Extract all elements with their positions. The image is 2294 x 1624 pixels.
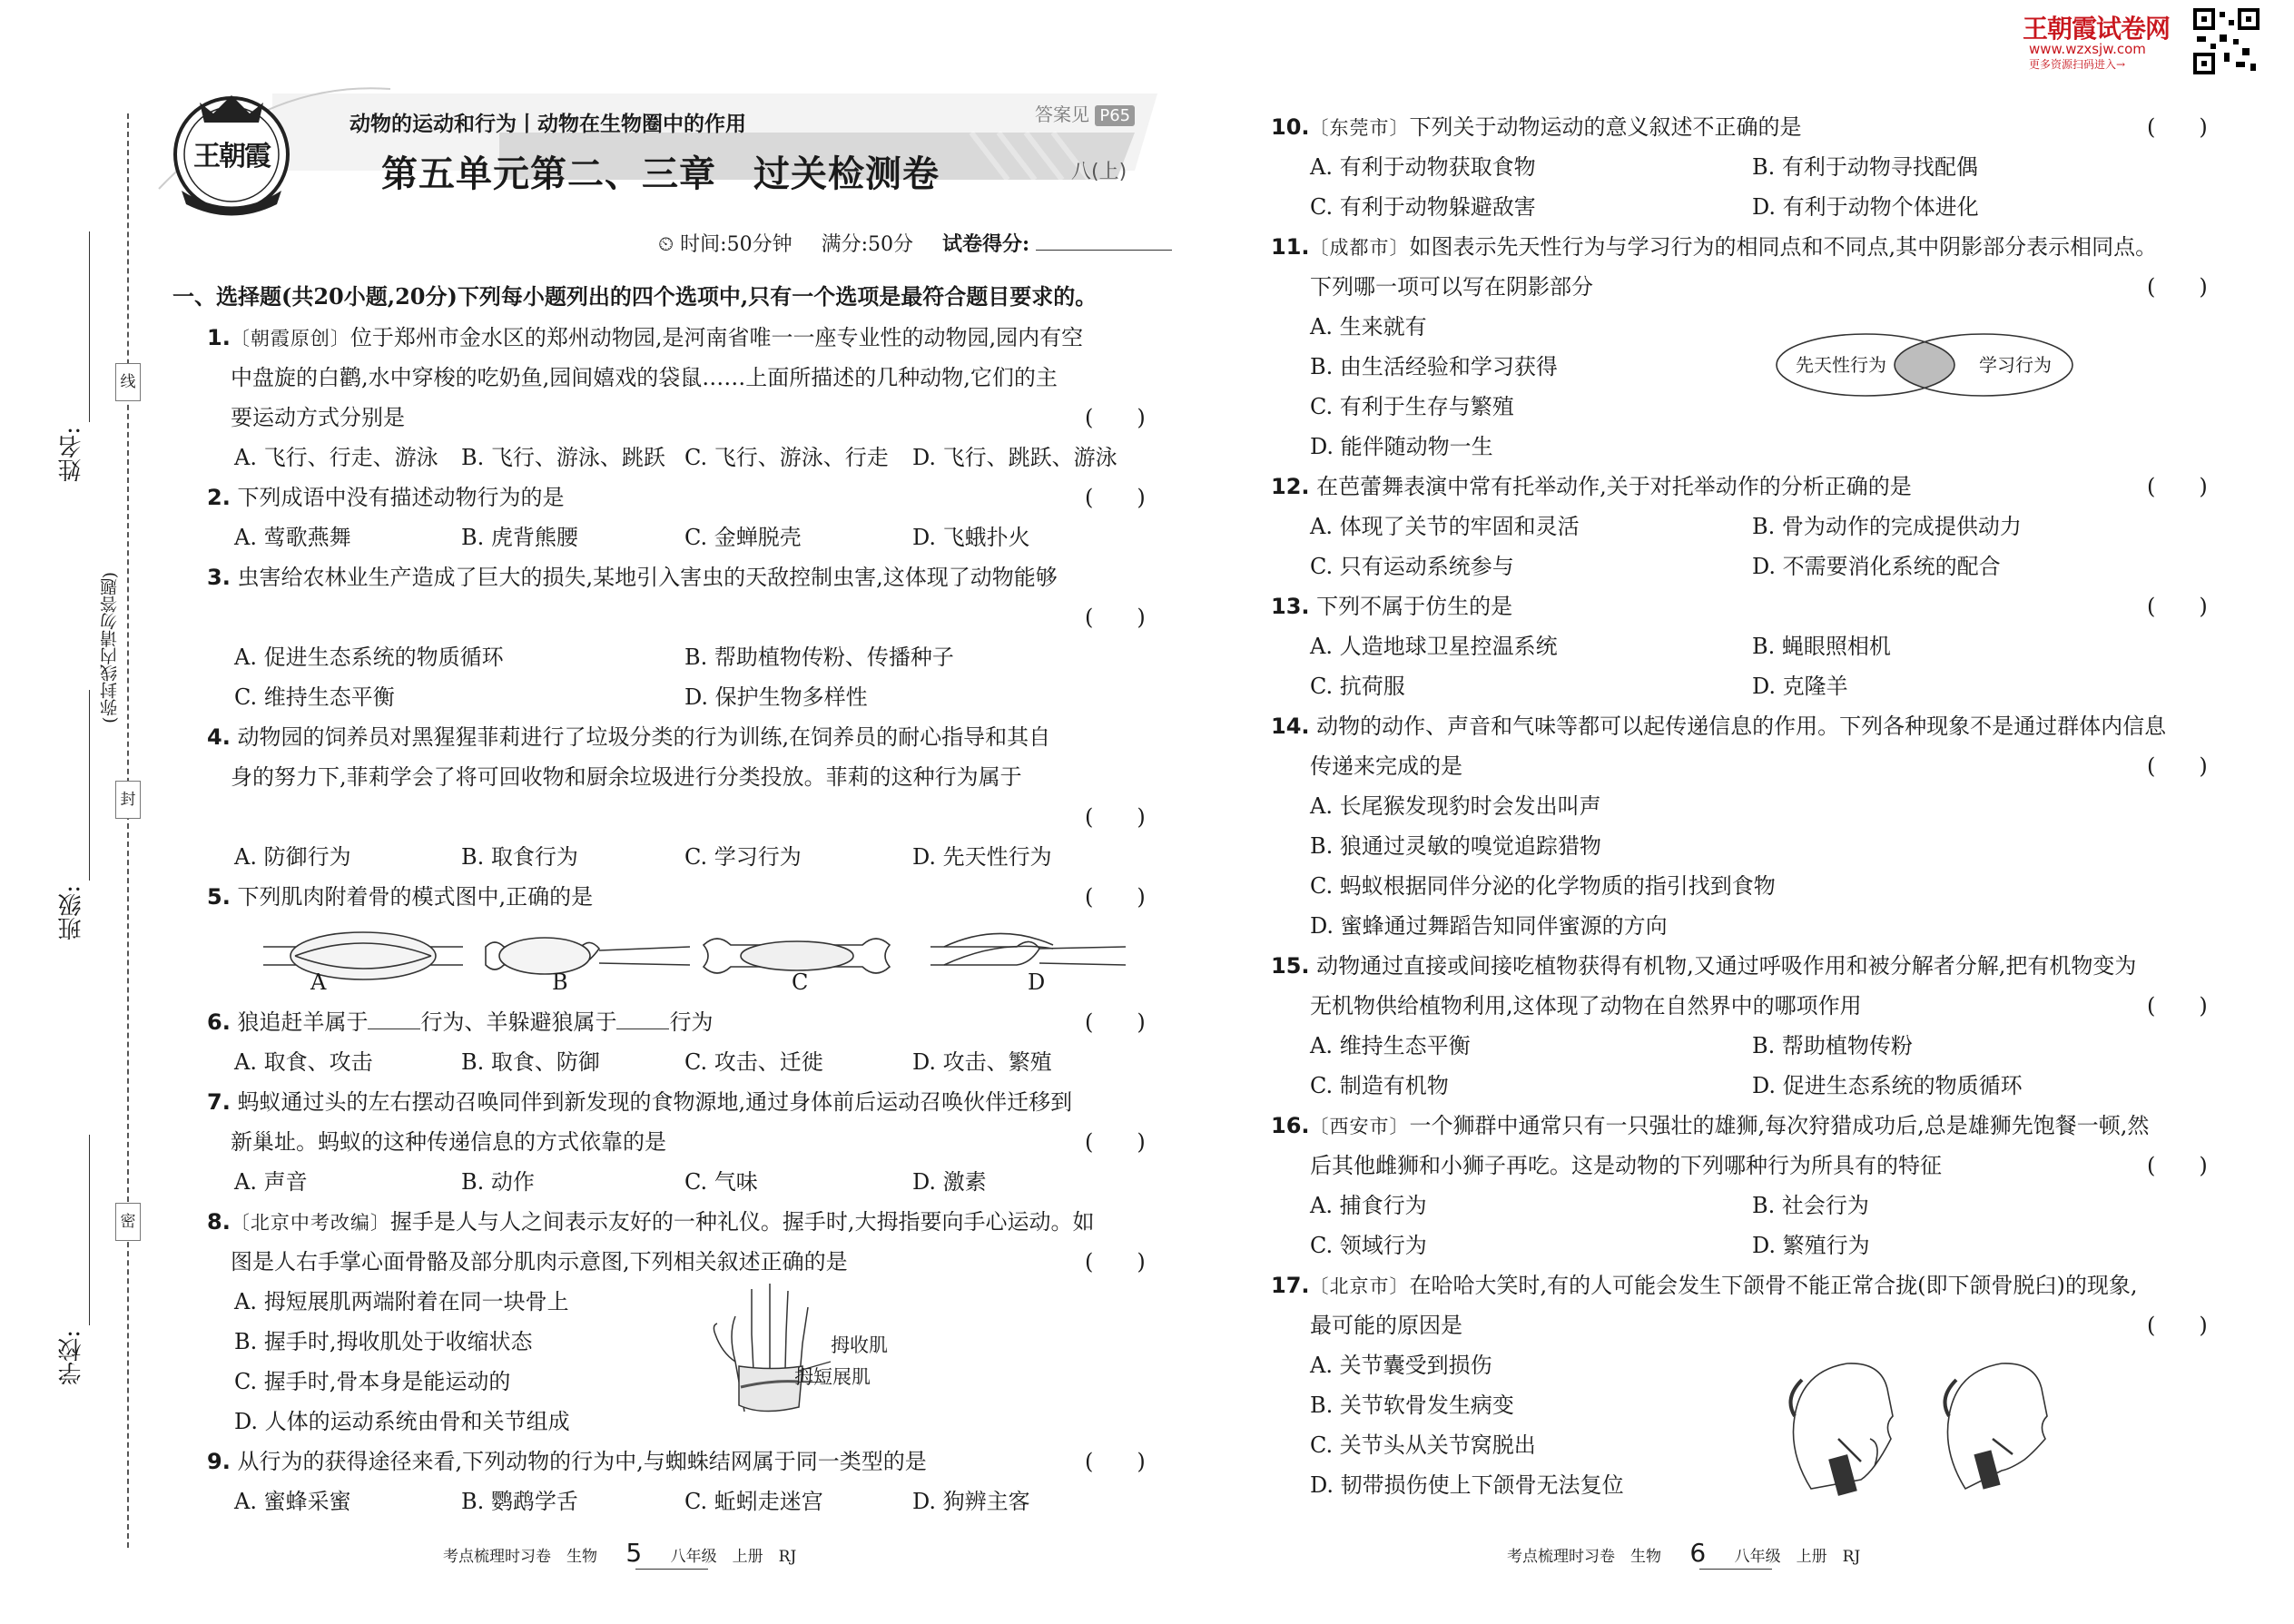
jaw-dislocation-figure — [1775, 1353, 2074, 1498]
figure-label-b: B — [552, 969, 568, 995]
question-16: 16.〔西安市〕一个狮群中通常只有一只强壮的雄狮,每次狩猎成功后,总是雄狮先饱餐一顿,然 — [1271, 1113, 2150, 1138]
option-8b[interactable]: B. 握手时,拇收肌处于收缩状态 — [234, 1329, 533, 1354]
grade-tag: 八(上) — [1071, 161, 1127, 183]
answer-blank-12[interactable]: ( ) — [2147, 474, 2208, 499]
footer-left: 考点梳理时习卷 生物 5 八年级 上册 RJ — [443, 1538, 797, 1568]
figure-label-a: A — [310, 969, 327, 995]
option-2c[interactable]: C. 金蝉脱壳 — [684, 525, 802, 550]
option-2b[interactable]: B. 虎背熊腰 — [461, 525, 578, 550]
brand-scan-hint: 更多资源扫码进入→ — [2029, 58, 2126, 71]
question-16-source: 〔西安市〕 — [1309, 1116, 1410, 1137]
qr-code-icon — [2192, 7, 2260, 75]
seal-mark-seal: 封 — [115, 781, 141, 819]
option-3d[interactable]: D. 保护生物多样性 — [684, 684, 868, 710]
name-field-line[interactable] — [89, 231, 90, 422]
option-10d[interactable]: D. 有利于动物个体进化 — [1752, 194, 1979, 220]
brand-logo — [163, 86, 300, 222]
option-8d[interactable]: D. 人体的运动系统由骨和关节组成 — [234, 1409, 570, 1434]
figure-a — [263, 932, 463, 979]
question-8: 8.〔北京中考改编〕握手是人与人之间表示友好的一种礼仪。握手时,大拇指要向手心运动。如 — [207, 1209, 1095, 1235]
option-2a[interactable]: A. 莺歌燕舞 — [234, 525, 351, 550]
option-13b[interactable]: B. 蝇眼照相机 — [1752, 634, 1891, 659]
option-6b[interactable]: B. 取食、防御 — [461, 1049, 600, 1075]
option-17d[interactable]: D. 韧带损伤使上下颌骨无法复位 — [1310, 1472, 1624, 1498]
option-15a[interactable]: A. 维持生态平衡 — [1310, 1033, 1471, 1058]
option-4b[interactable]: B. 取食行为 — [461, 844, 578, 870]
option-10a[interactable]: A. 有利于动物获取食物 — [1310, 154, 1536, 180]
option-14c[interactable]: C. 蚂蚁根据同伴分泌的化学物质的指引找到食物 — [1310, 873, 1776, 899]
answer-blank-5[interactable]: ( ) — [1085, 884, 1146, 910]
question-16-line2: 后其他雌狮和小狮子再吃。这是动物的下列哪种行为所具有的特征 — [1310, 1153, 1942, 1178]
option-11a[interactable]: A. 生来就有 — [1310, 314, 1427, 340]
option-12c[interactable]: C. 只有运动系统参与 — [1310, 554, 1514, 579]
header-subtitle: 动物的运动和行为丨动物在生物圈中的作用 — [350, 113, 746, 136]
exam-time: 时间:50分钟 — [680, 233, 793, 256]
name-label: 姓名: — [58, 427, 85, 482]
brand-logo-text: 王朝霞 — [193, 141, 270, 172]
option-4a[interactable]: A. 防御行为 — [234, 844, 351, 870]
answer-blank-3[interactable]: ( ) — [1085, 605, 1146, 630]
school-field-line[interactable] — [89, 1135, 90, 1325]
answer-blank-8[interactable]: ( ) — [1085, 1249, 1146, 1275]
binding-line — [127, 113, 129, 1548]
option-16d[interactable]: D. 繁殖行为 — [1752, 1233, 1870, 1258]
option-14b[interactable]: B. 狼通过灵敏的嗅觉追踪猎物 — [1310, 833, 1601, 859]
option-11b[interactable]: B. 由生活经验和学习获得 — [1310, 354, 1558, 379]
brand-site-url: www.wzxsjw.com — [2029, 41, 2146, 57]
answer-blank-7[interactable]: ( ) — [1085, 1129, 1146, 1155]
option-16a[interactable]: A. 捕食行为 — [1310, 1193, 1427, 1218]
question-7-line2: 新巢址。蚂蚁的这种传递信息的方式依靠的是 — [231, 1129, 666, 1155]
option-12a[interactable]: A. 体现了关节的牢固和灵活 — [1310, 514, 1580, 539]
option-4d[interactable]: D. 先天性行为 — [912, 844, 1052, 870]
question-9: 9. 从行为的获得途径来看,下列动物的行为中,与蜘蛛结网属于同一类型的是 — [207, 1449, 927, 1474]
option-3c[interactable]: C. 维持生态平衡 — [234, 684, 395, 710]
option-1b[interactable]: B. 飞行、游泳、跳跃 — [461, 445, 665, 470]
option-7d[interactable]: D. 激素 — [912, 1169, 987, 1195]
option-3b[interactable]: B. 帮助植物传粉、传播种子 — [684, 645, 954, 670]
option-13a[interactable]: A. 人造地球卫星控温系统 — [1310, 634, 1558, 659]
figure-label-d: D — [1028, 969, 1046, 995]
seal-mark-line: 线 — [115, 363, 141, 401]
question-11-source: 〔成都市〕 — [1309, 237, 1410, 259]
answer-blank-10[interactable]: ( ) — [2147, 114, 2208, 140]
question-11: 11.〔成都市〕如图表示先天性行为与学习行为的相同点和不同点,其中阴影部分表示相同点。 — [1271, 234, 2158, 260]
question-8-line2: 图是人右手掌心面骨骼及部分肌肉示意图,下列相关叙述正确的是 — [231, 1249, 848, 1275]
option-14a[interactable]: A. 长尾猴发现豹时会发出叫声 — [1310, 793, 1601, 819]
question-10-source: 〔东莞市〕 — [1309, 117, 1410, 139]
option-6c[interactable]: C. 攻击、迁徙 — [684, 1049, 823, 1075]
fill-blank-6b[interactable] — [616, 1007, 669, 1029]
option-11d[interactable]: D. 能伴随动物一生 — [1310, 434, 1493, 459]
muscle-bone-svg — [254, 912, 1126, 1003]
option-8c[interactable]: C. 握手时,骨本身是能运动的 — [234, 1369, 511, 1394]
fill-blank-6a[interactable] — [368, 1007, 420, 1029]
question-4: 4. 动物园的饲养员对黑猩猩菲莉进行了垃圾分类的行为训练,在饲养员的耐心指导和其自 — [207, 724, 1051, 750]
option-8a[interactable]: A. 拇短展肌两端附着在同一块骨上 — [234, 1289, 569, 1314]
class-field-line[interactable] — [89, 690, 90, 881]
option-1a[interactable]: A. 飞行、行走、游泳 — [234, 445, 438, 470]
question-14-line2: 传递来完成的是 — [1310, 753, 1462, 779]
figure-b — [486, 938, 690, 974]
clock-icon: ⏲ — [658, 233, 674, 256]
answer-page-badge: P65 — [1095, 105, 1135, 126]
brand-site-name: 王朝霞试卷网 — [2023, 14, 2171, 44]
footer-right: 考点梳理时习卷 生物 6 八年级 上册 RJ — [1507, 1538, 1861, 1568]
option-17a[interactable]: A. 关节囊受到损伤 — [1310, 1353, 1492, 1378]
answer-blank-11[interactable]: ( ) — [2147, 274, 2208, 300]
question-2: 2. 下列成语中没有描述动物行为的是 — [207, 485, 565, 510]
venn-label-innate: 先天性行为 — [1796, 354, 1886, 376]
option-9a[interactable]: A. 蜜蜂采蜜 — [234, 1489, 351, 1514]
hand-label-adductor: 拇收肌 — [831, 1334, 888, 1356]
question-17: 17.〔北京市〕在哈哈大笑时,有的人可能会发生下颌骨不能正常合拢(即下颌骨脱臼)的现象, — [1271, 1273, 2138, 1298]
option-13c[interactable]: C. 抗荷服 — [1310, 674, 1405, 699]
option-1d[interactable]: D. 飞行、跳跃、游泳 — [912, 445, 1117, 470]
option-12d[interactable]: D. 不需要消化系统的配合 — [1752, 554, 2001, 579]
page-title: 第五单元第二、三章 过关检测卷 — [381, 153, 940, 195]
question-1-line2: 中盘旋的白鹳,水中穿梭的吃奶鱼,园间嬉戏的袋鼠……上面所描述的几种动物,它们的主 — [231, 365, 1058, 390]
option-15b[interactable]: B. 帮助植物传粉 — [1752, 1033, 1913, 1058]
score-input-line[interactable] — [1036, 231, 1172, 251]
option-6a[interactable]: A. 取食、攻击 — [234, 1049, 373, 1075]
answer-blank-16[interactable]: ( ) — [2147, 1153, 2208, 1178]
question-13: 13. 下列不属于仿生的是 — [1271, 594, 1513, 619]
figure-label-c: C — [792, 969, 809, 995]
option-3a[interactable]: A. 促进生态系统的物质循环 — [234, 645, 504, 670]
footer-right-page: 6 — [1689, 1538, 1707, 1568]
footer-right-underline — [1699, 1569, 1772, 1570]
answer-blank-6[interactable]: ( ) — [1085, 1009, 1146, 1035]
question-7: 7. 蚂蚁通过头的左右摆动召唤同伴到新发现的食物源地,通过身体前后运动召唤伙伴迁移到 — [207, 1089, 1073, 1115]
question-15-line2: 无机物供给植物利用,这体现了动物在自然界中的哪项作用 — [1310, 993, 1862, 1019]
option-11c[interactable]: C. 有利于生存与繁殖 — [1310, 394, 1514, 419]
answer-blank-14[interactable]: ( ) — [2147, 753, 2208, 779]
option-12b[interactable]: B. 骨为动作的完成提供动力 — [1752, 514, 2022, 539]
option-16c[interactable]: C. 领域行为 — [1310, 1233, 1427, 1258]
exam-info — [658, 229, 1172, 257]
option-15d[interactable]: D. 促进生态系统的物质循环 — [1752, 1073, 2023, 1098]
question-4-line2: 身的努力下,菲莉学会了将可回收物和厨余垃圾进行分类投放。菲莉的这种行为属于 — [231, 764, 1022, 790]
question-17-line2: 最可能的原因是 — [1310, 1313, 1462, 1338]
option-17c[interactable]: C. 关节头从关节窝脱出 — [1310, 1432, 1536, 1458]
option-1c[interactable]: C. 飞行、游泳、行走 — [684, 445, 889, 470]
venn-label-learned: 学习行为 — [1979, 354, 2052, 376]
answer-blank-4[interactable]: ( ) — [1085, 804, 1146, 830]
option-4c[interactable]: C. 学习行为 — [684, 844, 802, 870]
answer-ref: 答案见 P65 — [1035, 100, 1135, 126]
question-12: 12. 在芭蕾舞表演中常有托举动作,关于对托举动作的分析正确的是 — [1271, 474, 1912, 499]
question-5: 5. 下列肌肉附着骨的模式图中,正确的是 — [207, 884, 594, 910]
seal-mark-secret: 密 — [115, 1203, 141, 1241]
question-15: 15. 动物通过直接或间接吃植物获得有机物,又通过呼吸作用和被分解者分解,把有机物变为 — [1271, 953, 2137, 979]
question-3: 3. 虫害给农林业生产造成了巨大的损失,某地引入害虫的天敌控制虫害,这体现了动物能够 — [207, 565, 1058, 590]
option-13d[interactable]: D. 克隆羊 — [1752, 674, 1848, 699]
seal-note: (弥封线内请勿答题) — [100, 572, 120, 723]
question-1-source: 〔朝霞原创〕 — [230, 328, 350, 349]
question-17-source: 〔北京市〕 — [1309, 1275, 1410, 1297]
question-10: 10.〔东莞市〕下列关于动物运动的意义叙述不正确的是 — [1271, 114, 1802, 140]
answer-blank-9[interactable]: ( ) — [1085, 1449, 1146, 1474]
option-14d[interactable]: D. 蜜蜂通过舞蹈告知同伴蜜源的方向 — [1310, 913, 1668, 939]
option-10b[interactable]: B. 有利于动物寻找配偶 — [1752, 154, 1978, 180]
option-16b[interactable]: B. 社会行为 — [1752, 1193, 1869, 1218]
answer-blank-2[interactable]: ( ) — [1085, 485, 1146, 510]
answer-blank-13[interactable]: ( ) — [2147, 594, 2208, 619]
school-label: 学校: — [58, 1330, 85, 1385]
option-2d[interactable]: D. 飞蛾扑火 — [912, 525, 1030, 550]
footer-left-page: 5 — [625, 1538, 643, 1568]
option-17b[interactable]: B. 关节软骨发生病变 — [1310, 1393, 1514, 1418]
answer-blank-17[interactable]: ( ) — [2147, 1313, 2208, 1338]
jaw-heads-svg — [1775, 1353, 2074, 1498]
option-9c[interactable]: C. 蚯蚓走迷宫 — [684, 1489, 823, 1514]
option-10c[interactable]: C. 有利于动物躲避敌害 — [1310, 194, 1536, 220]
option-6d[interactable]: D. 攻击、繁殖 — [912, 1049, 1052, 1075]
score-label: 试卷得分: — [942, 232, 1030, 256]
question-1-line3: 要运动方式分别是 — [231, 405, 405, 430]
section-1-heading: 一、选择题(共20小题,20分)下列每小题列出的四个选项中,只有一个选项是最符合题目要求的。 — [172, 283, 1098, 310]
footer-left-underline — [635, 1569, 708, 1570]
question-1: 1.〔朝霞原创〕位于郑州市金水区的郑州动物园,是河南省唯一一座专业性的动物园,园内有空 — [207, 325, 1084, 350]
answer-blank-1[interactable]: ( ) — [1085, 405, 1146, 430]
option-7b[interactable]: B. 动作 — [461, 1169, 535, 1195]
question-11-line2: 下列哪一项可以写在阴影部分 — [1310, 274, 1593, 300]
option-7a[interactable]: A. 声音 — [234, 1169, 308, 1195]
option-9d[interactable]: D. 狗辨主客 — [912, 1489, 1030, 1514]
class-label: 班级: — [58, 885, 85, 940]
option-7c[interactable]: C. 气味 — [684, 1169, 758, 1195]
answer-blank-15[interactable]: ( ) — [2147, 993, 2208, 1019]
figure-d — [930, 933, 1126, 965]
question-8-source: 〔北京中考改编〕 — [230, 1212, 390, 1234]
muscle-bone-figures — [254, 912, 1126, 1003]
question-14: 14. 动物的动作、声音和气味等都可以起传递信息的作用。下列各种现象不是通过群体内信息 — [1271, 714, 2167, 739]
exam-full-score: 满分:50分 — [821, 233, 914, 256]
option-15c[interactable]: C. 制造有机物 — [1310, 1073, 1449, 1098]
option-9b[interactable]: B. 鹦鹉学舌 — [461, 1489, 578, 1514]
question-6: 6. 狼追赶羊属于 行为、羊躲避狼属于 行为 — [207, 1002, 713, 1042]
hand-label-abductor: 拇短展肌 — [794, 1366, 871, 1388]
